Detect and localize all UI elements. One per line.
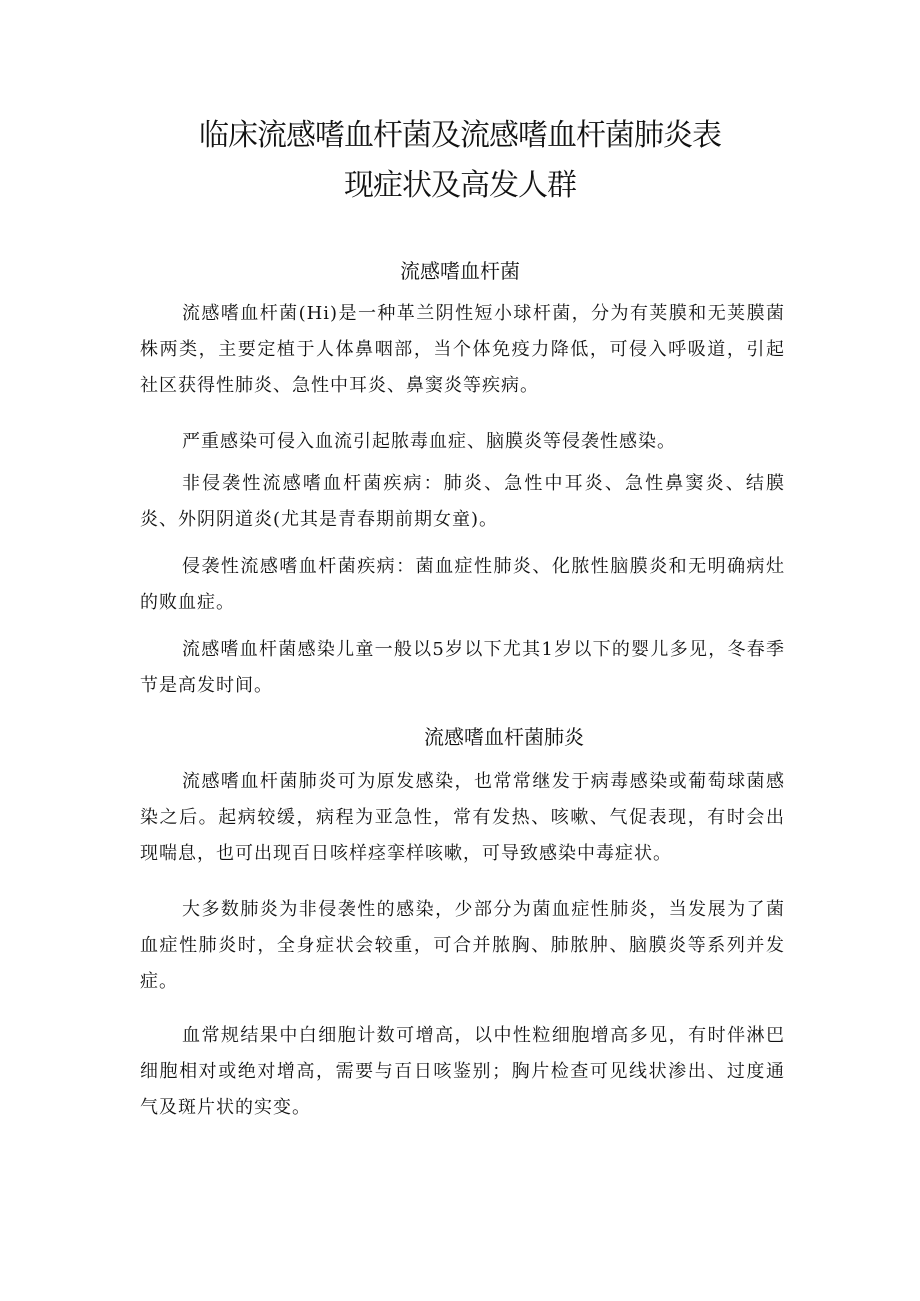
paragraph: 流感嗜血杆菌(Hi)是一种革兰阴性短小球杆菌，分为有荚膜和无荚膜菌株两类，主要定植于人体鼻咽部，当个体免疫力降低，可侵入呼吸道，引起社区获得性肺炎、急性中耳炎、鼻窦炎等疾病。 [140,303,785,396]
paragraph: 血常规结果中白细胞计数可增高，以中性粒细胞增高多见，有时伴淋巴细胞相对或绝对增高，需要与百日咳鉴别；胸片检查可见线状渗出、过度通气及斑片状的实变。 [140,1025,785,1118]
paragraph: 侵袭性流感嗜血杆菌疾病：菌血症性肺炎、化脓性脑膜炎和无明确病灶的败血症。 [140,556,785,613]
section-heading-haemophilus: 流感嗜血杆菌 [400,259,520,283]
section-heading-pneumonia: 流感嗜血杆菌肺炎 [424,725,584,749]
document-title-line-2: 现症状及高发人群 [344,168,576,203]
paragraph: 流感嗜血杆菌肺炎可为原发感染，也常常继发于病毒感染或葡萄球菌感染之后。起病较缓，病程为亚急性，常有发热、咳嗽、气促表现，有时会出现喘息，也可出现百日咳样痉挛样咳嗽，可导致感染中毒症状。 [140,771,785,864]
paragraph: 严重感染可侵入血流引起脓毒血症、脑膜炎等侵袭性感染。 [182,431,676,452]
paragraph: 非侵袭性流感嗜血杆菌疾病：肺炎、急性中耳炎、急性鼻窦炎、结膜炎、外阴阴道炎(尤其是青春期前期女童)。 [140,473,785,530]
paragraph: 大多数肺炎为非侵袭性的感染，少部分为菌血症性肺炎，当发展为了菌血症性肺炎时，全身症状会较重，可合并脓胸、肺脓肿、脑膜炎等系列并发症。 [140,899,785,992]
document-title-line-1: 临床流感嗜血杆菌及流感嗜血杆菌肺炎表 [199,118,721,153]
paragraph: 流感嗜血杆菌感染儿童一般以5岁以下尤其1岁以下的婴儿多见，冬春季节是高发时间。 [140,639,785,696]
